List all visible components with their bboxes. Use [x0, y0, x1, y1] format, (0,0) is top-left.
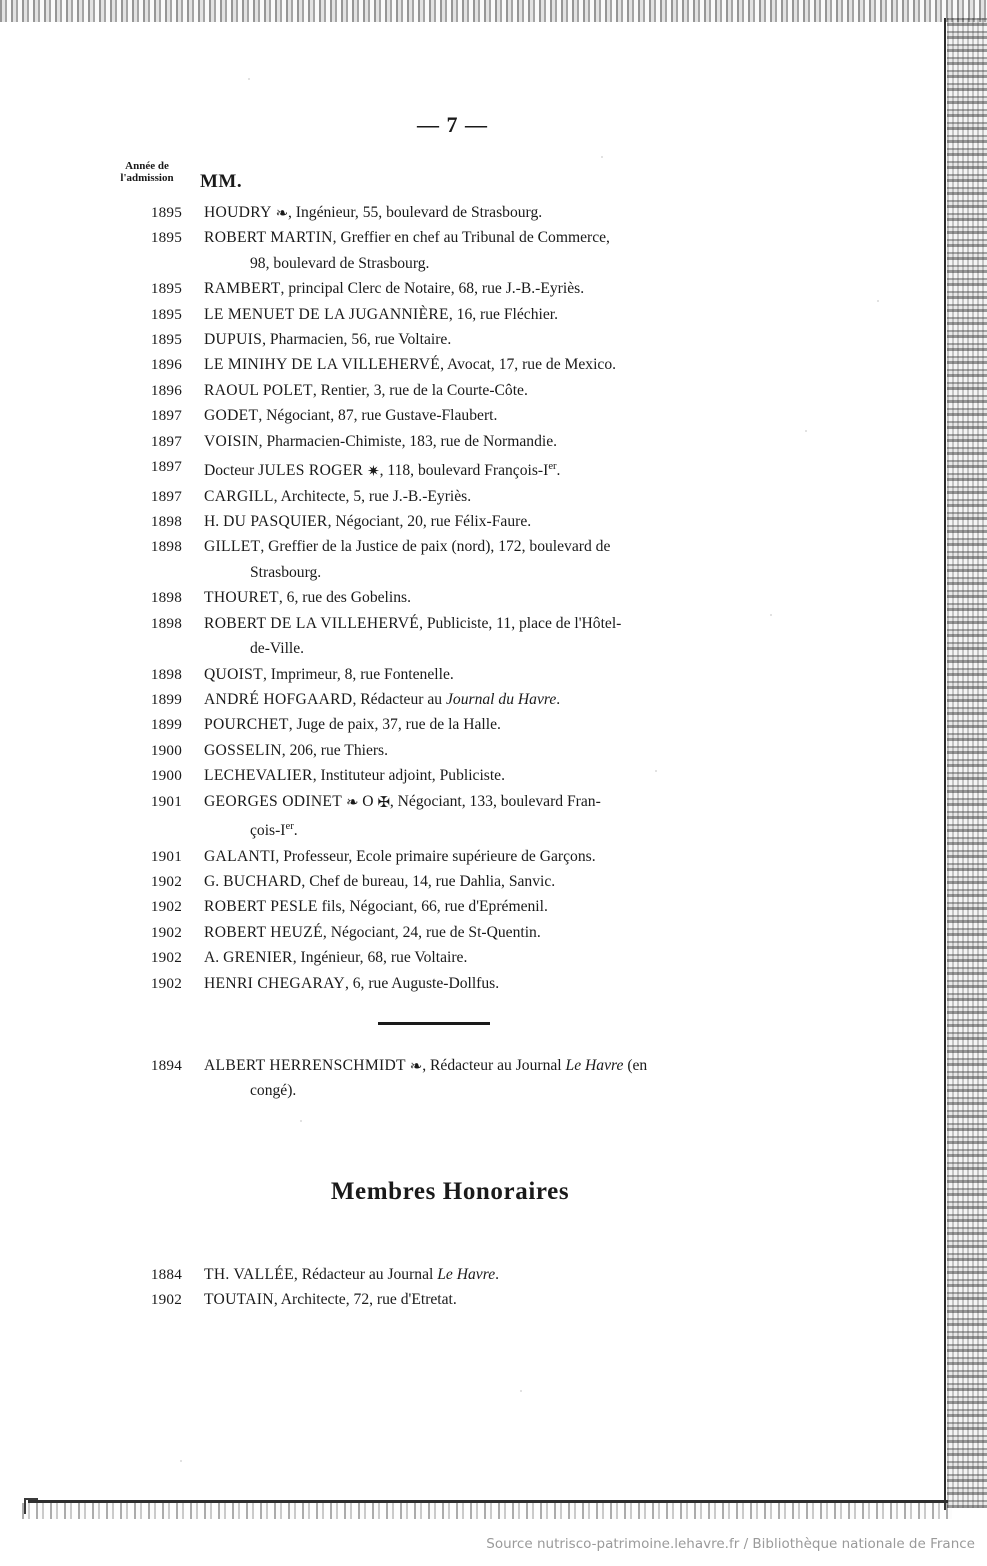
member-record [182, 662, 784, 687]
member-details-continuation: Strasbourg. [250, 563, 322, 581]
member-name: RAMBERT [204, 280, 281, 298]
dust-speck [805, 430, 807, 432]
member-entry [104, 327, 784, 352]
dust-speck [180, 1460, 182, 1462]
member-record [182, 454, 784, 484]
admission-year: 1897 [150, 458, 182, 476]
member-name-prefix: H. [204, 513, 224, 531]
member-name-prefix: Docteur [204, 462, 259, 480]
member-entry [104, 200, 784, 225]
section-separator-rule [378, 1022, 490, 1025]
admission-year: 1900 [150, 767, 182, 785]
member-name: VOISIN [204, 432, 259, 450]
member-name: BUCHARD [223, 872, 302, 890]
member-entry [104, 662, 784, 687]
admission-year-header-line2: l'admission [120, 172, 174, 185]
publication-title: Le Havre [565, 1057, 624, 1074]
member-details: , Négociant, 133, boulevard Fran- [389, 792, 601, 810]
member-details: , Avocat, 17, rue de Mexico. [440, 356, 617, 374]
admission-year-header-line1: Année de [125, 160, 169, 172]
member-record [182, 1053, 784, 1104]
member-details: , Rédacteur au Journal [422, 1057, 566, 1074]
member-entry [104, 844, 784, 869]
admission-year: 1899 [150, 690, 182, 708]
member-details-tail: . [495, 1266, 500, 1283]
source-attribution: Source nutrisco-patrimoine.lehavre.fr / Bibliothèque nationale de France [486, 1536, 975, 1552]
member-name: ANDRÉ HOFGAARD [204, 690, 353, 708]
admission-year: 1898 [150, 614, 182, 632]
member-details: , Chef de bureau, 14, rue Dahlia, Sanvic. [301, 872, 556, 890]
member-record [182, 1287, 784, 1312]
member-record [182, 738, 784, 763]
member-details: , 16, rue Fléchier. [448, 305, 558, 323]
member-entry [104, 611, 784, 662]
member-details-continuation: de-Ville. [250, 640, 305, 658]
member-details-tail: (en [623, 1057, 648, 1074]
member-details: , Professeur, Ecole primaire supérieure de Garçons. [275, 847, 596, 865]
member-details: , Publiciste, 11, place de l'Hôtel- [419, 614, 622, 632]
admission-year: 1895 [150, 305, 182, 323]
member-record [182, 844, 784, 869]
member-record [182, 327, 784, 352]
member-entry [104, 869, 784, 894]
member-details: , 118, boulevard François-Ier. [379, 461, 561, 480]
member-record [182, 509, 784, 534]
member-name: ROBERT DE LA VILLEHERVÉ [204, 614, 420, 632]
member-details-continuation: congé). [250, 1082, 297, 1100]
admission-year: 1902 [150, 872, 182, 890]
scan-noise-bottom-edge [22, 1503, 952, 1519]
member-record [182, 789, 784, 844]
dust-speck [248, 78, 250, 80]
member-name: ROBERT HEUZÉ [204, 923, 323, 941]
member-record [182, 225, 784, 276]
dust-speck [601, 156, 603, 158]
member-details: , Négociant, 20, rue Félix-Faure. [327, 513, 532, 531]
member-name: QUOIST [204, 665, 263, 683]
member-details: , principal Clerc de Notaire, 68, rue J.-B.-Eyriès. [280, 280, 585, 298]
publication-title: Le Havre [437, 1266, 496, 1283]
admission-year: 1898 [150, 513, 182, 531]
admission-year: 1902 [150, 923, 182, 941]
member-details-continuation: çois-Ier. [250, 820, 298, 840]
member-name: JULES ROGER [258, 462, 364, 480]
scan-noise-top-edge [0, 0, 987, 22]
member-name: GODET [204, 407, 259, 425]
member-record [182, 200, 784, 225]
member-details: , Pharmacien, 56, rue Voltaire. [262, 331, 452, 349]
member-details: , Imprimeur, 8, rue Fontenelle. [262, 665, 454, 683]
admission-year: 1895 [150, 229, 182, 247]
member-entry [104, 429, 784, 454]
admission-year-column-header [104, 160, 190, 185]
member-name: DU PASQUIER [223, 513, 328, 531]
admission-year: 1899 [150, 716, 182, 734]
member-details: , Architecte, 5, rue J.-B.-Eyriès. [273, 487, 472, 505]
member-name: GILLET [204, 538, 261, 556]
member-record [182, 403, 784, 428]
admission-year: 1898 [150, 538, 182, 556]
admission-year: 1896 [150, 356, 182, 374]
member-name: HOUDRY [204, 204, 272, 221]
member-name: ALBERT HERRENSCHMIDT [204, 1057, 406, 1074]
member-record [182, 484, 784, 509]
member-name-prefix: A. [204, 949, 224, 967]
member-entry [104, 509, 784, 534]
member-entry [104, 302, 784, 327]
honorary-member-name: TH. VALLÉE [204, 1266, 294, 1283]
ordinal-suffix: er [548, 461, 557, 473]
member-entry [104, 945, 784, 970]
member-name: LE MENUET DE LA JUGANNIÈRE [204, 305, 449, 323]
admission-year: 1902 [150, 898, 182, 916]
member-details: , 6, rue Auguste-Dollfus. [344, 974, 500, 992]
member-record [182, 971, 784, 996]
member-details: , Ingénieur, 68, rue Voltaire. [292, 949, 468, 967]
member-record [182, 945, 784, 970]
member-entry [104, 789, 784, 844]
member-details: fils, Négociant, 66, rue d'Eprémenil. [317, 898, 548, 916]
member-entry [104, 352, 784, 377]
member-name: THOURET [204, 589, 279, 607]
scan-edge-right-line [944, 18, 946, 1510]
member-list [104, 200, 784, 996]
member-name: ROBERT PESLE [204, 898, 318, 916]
member-details: , Négociant, 87, rue Gustave-Flaubert. [258, 407, 498, 425]
member-entry [104, 585, 784, 610]
member-record [182, 611, 784, 662]
member-record [182, 352, 784, 377]
member-record [182, 276, 784, 301]
member-name-prefix: G. [204, 872, 224, 890]
admission-year: 1895 [150, 204, 182, 221]
admission-year: 1902 [150, 1291, 182, 1309]
member-details: , Rentier, 3, rue de la Courte-Côte. [312, 381, 528, 399]
admission-year: 1902 [150, 974, 182, 992]
admission-year: 1901 [150, 847, 182, 865]
admission-year: 1902 [150, 949, 182, 967]
member-name: GALANTI [204, 847, 276, 865]
member-details: , Juge de paix, 37, rue de la Halle. [288, 716, 501, 734]
admission-year: 1901 [150, 792, 182, 810]
member-details-tail: . [556, 690, 561, 708]
member-entry [104, 378, 784, 403]
dust-speck [300, 1120, 302, 1122]
honorary-member-list [104, 1262, 784, 1313]
admission-year: 1900 [150, 741, 182, 759]
member-name: HENRI CHEGARAY [204, 974, 345, 992]
separated-member-entry [104, 1053, 784, 1104]
member-entry [104, 276, 784, 301]
member-entry [104, 920, 784, 945]
member-entry [104, 1053, 784, 1104]
mm-column-header: MM. [200, 171, 243, 192]
member-record [182, 920, 784, 945]
admission-year: 1884 [150, 1266, 182, 1283]
member-details-continuation: 98, boulevard de Strasbourg. [250, 254, 430, 272]
member-name: GRENIER [223, 949, 293, 967]
admission-year: 1898 [150, 589, 182, 607]
admission-year: 1898 [150, 665, 182, 683]
palmes-academiques-icon: ❧ [345, 794, 359, 811]
palmes-academiques-icon: ❧ [275, 206, 288, 222]
member-record [182, 302, 784, 327]
member-record [182, 894, 784, 919]
decoration-star-icon: ✷ [367, 464, 380, 481]
admission-year: 1897 [150, 432, 182, 450]
member-name: GEORGES ODINET [204, 792, 343, 810]
admission-year: 1896 [150, 381, 182, 399]
member-details: , Instituteur adjoint, Publiciste. [312, 767, 506, 785]
member-details: , Ingénieur, 55, boulevard de Strasbourg. [287, 204, 543, 221]
member-record [182, 687, 784, 712]
dust-speck [877, 300, 879, 302]
member-name: GOSSELIN [204, 741, 282, 759]
member-entry [104, 534, 784, 585]
admission-year: 1894 [150, 1057, 182, 1074]
member-entry [104, 454, 784, 484]
member-entry [104, 225, 784, 276]
decoration-cross-icon: ✠ [377, 794, 390, 811]
member-entry [104, 712, 784, 737]
member-details: , Greffier en chef au Tribunal de Commerce, [332, 229, 610, 247]
member-record [182, 378, 784, 403]
palmes-academiques-icon: ❧ [409, 1059, 423, 1075]
member-entry [104, 403, 784, 428]
member-name: LE MINIHY DE LA VILLEHERVÉ [204, 356, 441, 374]
member-record [182, 534, 784, 585]
dust-speck [520, 1390, 522, 1392]
member-details: , 6, rue des Gobelins. [278, 589, 411, 607]
member-entry [104, 738, 784, 763]
member-details: , Rédacteur au [352, 690, 446, 708]
member-record [182, 1262, 784, 1287]
member-details: , Greffier de la Justice de paix (nord), 172, boulevard de [260, 538, 611, 556]
scan-edge-bottom-left-corner [24, 1498, 38, 1514]
ordinal-suffix: er [285, 820, 294, 832]
member-entry [104, 687, 784, 712]
scan-noise-right-gutter [947, 18, 987, 1508]
officer-grade-label: O [362, 792, 374, 810]
member-entry [104, 971, 784, 996]
member-name: ROBERT MARTIN [204, 229, 333, 247]
member-details: , Architecte, 72, rue d'Etretat. [273, 1291, 457, 1309]
member-details: , Négociant, 24, rue de St-Quentin. [322, 923, 541, 941]
member-entry [104, 484, 784, 509]
member-entry [104, 763, 784, 788]
member-name: DUPUIS [204, 331, 263, 349]
member-details: , Rédacteur au Journal [293, 1266, 438, 1283]
honorary-members-title: Membres Honoraires [330, 1178, 570, 1205]
admission-year: 1897 [150, 407, 182, 425]
member-details: , 206, rue Thiers. [281, 741, 389, 759]
admission-year: 1895 [150, 331, 182, 349]
member-entry [104, 1287, 784, 1312]
member-name: RAOUL POLET [204, 381, 313, 399]
member-name: POURCHET [204, 716, 289, 734]
member-record [182, 869, 784, 894]
member-record [182, 585, 784, 610]
honorary-member-name: TOUTAIN [204, 1291, 274, 1309]
page-number: — 7 — [417, 112, 488, 137]
member-record [182, 763, 784, 788]
member-entry [104, 1262, 784, 1287]
member-name: LECHEVALIER [204, 767, 313, 785]
member-record [182, 712, 784, 737]
admission-year: 1895 [150, 280, 182, 298]
publication-title: Journal du Havre [445, 690, 557, 708]
member-name: CARGILL [204, 487, 274, 505]
member-entry [104, 894, 784, 919]
member-details: , Pharmacien-Chimiste, 183, rue de Normandie. [258, 432, 558, 450]
admission-year: 1897 [150, 487, 182, 505]
member-record [182, 429, 784, 454]
